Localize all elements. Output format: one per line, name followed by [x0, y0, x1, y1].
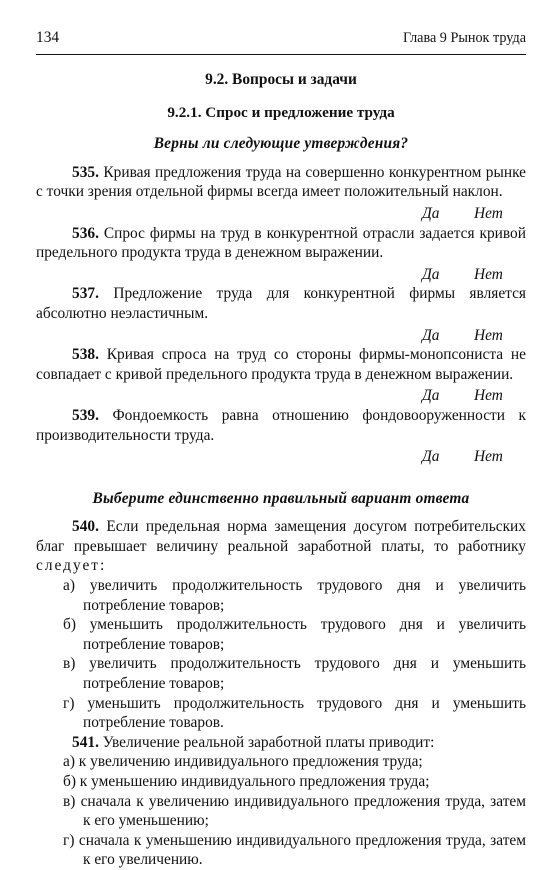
question-535 — [36, 163, 526, 202]
answer-options-536 — [36, 265, 526, 285]
true-false-heading: Верны ли следующие утверждения? — [153, 135, 409, 153]
answer-options-535 — [36, 204, 526, 224]
option-541-b: б) к уменьшению индивидуального предложения труда; — [63, 773, 430, 790]
answer-yes: Да — [422, 204, 440, 222]
question-text-end: : — [100, 557, 105, 575]
question-540 — [36, 517, 526, 576]
option-540-v: в) увеличить продолжительность трудового дня и уменьшить потребление товаров; — [63, 655, 526, 693]
answer-yes: Да — [422, 265, 440, 283]
question-text: Предложение труда для конкурентной фирмы является абсолютно неэластичным. — [36, 285, 526, 322]
answer-options-539 — [36, 447, 526, 467]
answer-options-538 — [36, 386, 526, 406]
answer-no: Нет — [474, 448, 503, 466]
multiple-choice-heading: Выберите единственно правильный вариант ответа — [92, 489, 470, 507]
question-number: 537. — [72, 285, 99, 303]
section-title: 9.2. Вопросы и задачи — [205, 71, 357, 88]
answer-yes: Да — [422, 326, 440, 344]
question-text: Фондоемкость равна отношению фондовооруженности к производительности труда. — [36, 406, 526, 444]
option-540-b: б) уменьшить продолжительность трудового дня и увеличить потребление товаров; — [63, 616, 526, 653]
question-number: 539. — [72, 406, 99, 424]
answer-no: Нет — [474, 265, 503, 283]
answer-yes: Да — [422, 387, 440, 405]
option-541-g: г) сначала к уменьшению индивидуального предложения труда, затем к его увеличению. — [63, 831, 526, 869]
answer-options-537 — [36, 326, 526, 346]
question-text: Увеличение реальной заработной платы приводит: — [102, 733, 435, 751]
question-number: 540. — [72, 518, 99, 536]
question-text: Кривая спроса на труд со стороны фирмы-монопсониста не совпадает с кривой предельного продукта труда в денежном выражении. — [36, 346, 526, 383]
question-number: 536. — [72, 224, 99, 242]
question-541 — [36, 733, 526, 753]
header-rule — [36, 54, 526, 55]
question-537 — [36, 284, 526, 323]
question-number: 541. — [72, 733, 99, 751]
question-text: Если предельная норма замещения досугом потребительских благ превышает величину реальной заработной платы, то работнику — [36, 518, 526, 555]
answer-no: Нет — [474, 326, 503, 344]
option-540-a: а) увеличить продолжительность трудового дня и увеличить потребление товаров; — [63, 577, 526, 614]
option-540-g: г) уменьшить продолжительность трудового дня и уменьшить потребление товаров. — [63, 694, 526, 732]
answer-no: Нет — [474, 204, 503, 222]
option-541-a: а) к увеличению индивидуального предложения труда; — [63, 753, 423, 771]
book-page — [36, 28, 526, 870]
running-header — [36, 28, 526, 52]
question-number: 535. — [72, 163, 99, 181]
answer-no: Нет — [474, 387, 503, 405]
question-text: Спрос фирмы на труд в конкурентной отрасли задается кривой предельного продукта труда в денежном выражении. — [36, 224, 526, 262]
option-541-v: в) сначала к увеличению индивидуального предложения труда, затем к его уменьшению; — [63, 792, 526, 830]
page-number: 134 — [36, 29, 60, 46]
question-text-emphasis: следует — [36, 557, 101, 575]
question-536 — [36, 224, 526, 263]
question-538 — [36, 345, 526, 384]
question-539 — [36, 406, 526, 445]
answer-yes: Да — [422, 448, 440, 466]
chapter-title: Глава 9 Рынок труда — [402, 30, 526, 46]
subsection-title: 9.2.1. Спрос и предложение труда — [167, 103, 395, 121]
question-text: Кривая предложения труда на совершенно конкурентном рынке с точки зрения отдельной фирмы всегда имеет положительный наклон. — [36, 163, 526, 201]
question-number: 538. — [72, 346, 99, 364]
